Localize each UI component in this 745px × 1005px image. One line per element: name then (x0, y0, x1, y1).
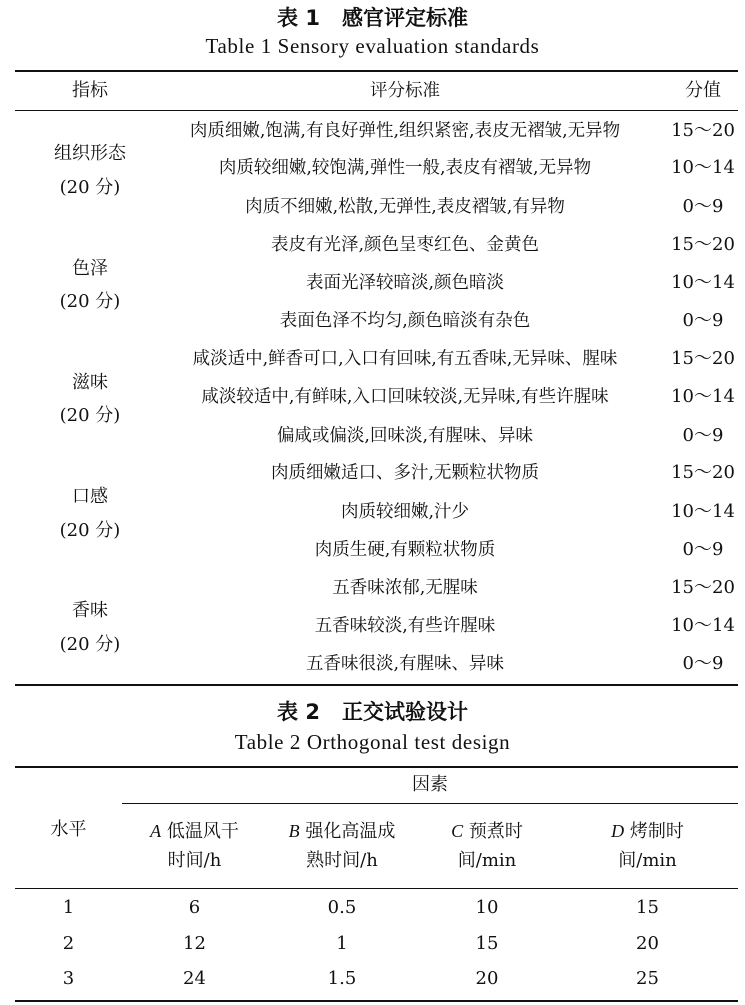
score-cell: 10～14 (671, 157, 735, 178)
criteria-cell: 肉质细嫩适口、多汁,无颗粒状物质 (270, 463, 540, 483)
score-cell: 15～20 (671, 577, 735, 598)
group-points: (20 分) (59, 177, 121, 198)
factor-b-header (267, 816, 417, 847)
table1-bottom-rule (15, 684, 738, 686)
group-name: 口感 (72, 486, 108, 507)
table2-bottom-rule (15, 1000, 738, 1002)
table1-number: 表 1 (277, 6, 320, 30)
criteria-cell: 肉质较细嫩,较饱满,弹性一般,表皮有褶皱,无异物 (218, 158, 592, 178)
table2-title-cn: 正交试验设计 (341, 700, 468, 724)
score-cell: 0～9 (682, 539, 724, 560)
group-points: (20 分) (59, 405, 121, 426)
table1-caption-cn (0, 2, 745, 32)
score-cell: 15～20 (671, 234, 735, 255)
score-cell: 15～20 (671, 120, 735, 141)
value-cell: 25 (636, 968, 659, 989)
group-name: 香味 (72, 600, 108, 621)
value-cell: 6 (188, 897, 201, 918)
group-points: (20 分) (59, 520, 121, 541)
table1-caption-en: Table 1 Sensory evaluation standards (205, 34, 540, 58)
criteria-cell: 偏咸或偏淡,回味淡,有腥味、异味 (276, 426, 534, 446)
factor-name-line1: 强化高温成 (305, 821, 396, 842)
score-cell: 0～9 (682, 653, 724, 674)
score-cell: 10～14 (671, 386, 735, 407)
value-cell: 1 (336, 933, 348, 954)
value-cell: 20 (636, 933, 659, 954)
factor-c-header (417, 816, 557, 847)
score-cell: 0～9 (682, 310, 724, 331)
criteria-cell: 表皮有光泽,颜色呈枣红色、金黄色 (270, 235, 540, 255)
value-cell: 1.5 (327, 968, 357, 989)
score-cell: 10～14 (671, 615, 735, 636)
criteria-cell: 表面光泽较暗淡,颜色暗淡 (305, 273, 505, 293)
group-points: (20 分) (59, 634, 121, 655)
table1-header-indicator: 指标 (72, 80, 108, 101)
score-cell: 10～14 (671, 272, 735, 293)
score-cell: 10～14 (671, 501, 735, 522)
table2-caption-cn (0, 696, 745, 726)
factor-name-line1: 预煮时 (468, 821, 523, 842)
table2-level-header: 水平 (50, 819, 87, 840)
table2-top-rule (15, 766, 738, 768)
table2-factor-header: 因素 (412, 774, 448, 795)
level-cell: 2 (62, 933, 75, 954)
value-cell: 12 (183, 933, 206, 954)
score-cell: 0～9 (682, 196, 724, 217)
factor-letter: D (611, 821, 625, 841)
score-cell: 0～9 (682, 425, 724, 446)
criteria-cell: 肉质细嫩,饱满,有良好弹性,组织紧密,表皮无褶皱,无异物 (189, 121, 621, 141)
table2-number: 表 2 (277, 700, 320, 724)
table1-header-score: 分值 (685, 80, 721, 101)
score-cell: 15～20 (671, 462, 735, 483)
criteria-cell: 肉质较细嫩,汁少 (340, 502, 470, 522)
criteria-cell: 咸淡较适中,有鲜味,入口回味较淡,无异味,有些许腥味 (201, 387, 609, 407)
level-cell: 1 (62, 897, 75, 918)
factor-name-line2: 间/min (618, 850, 677, 871)
criteria-cell: 肉质生硬,有颗粒状物质 (314, 540, 496, 560)
factor-letter: B (288, 821, 300, 841)
table1-header-criteria: 评分标准 (370, 81, 440, 101)
factor-name-line2: 熟时间/h (306, 850, 378, 871)
table2-factor-rule (122, 803, 738, 804)
value-cell: 0.5 (327, 897, 357, 918)
factor-name-line2: 间/min (457, 850, 517, 871)
level-cell: 3 (62, 968, 75, 989)
value-cell: 20 (475, 968, 499, 989)
group-name: 滋味 (72, 372, 108, 393)
value-cell: 10 (475, 897, 499, 918)
table1-title-cn: 感官评定标准 (341, 6, 468, 30)
factor-name-line2: 时间/h (167, 850, 222, 871)
value-cell: 15 (636, 897, 659, 918)
table2-header-rule (15, 888, 738, 889)
table1-header-rule (15, 110, 738, 111)
group-points: (20 分) (59, 291, 121, 312)
table2-caption-en: Table 2 Orthogonal test design (234, 730, 511, 754)
criteria-cell: 五香味很淡,有腥味、异味 (305, 654, 505, 674)
criteria-cell: 五香味较淡,有些许腥味 (314, 616, 496, 636)
score-cell: 15～20 (671, 348, 735, 369)
factor-name-line1: 烤制时 (629, 821, 684, 842)
factor-letter: C (451, 821, 464, 841)
factor-a-header (122, 816, 267, 847)
factor-d-header (557, 816, 738, 847)
factor-name-line1: 低温风干 (166, 821, 239, 842)
table1-top-rule (15, 70, 738, 72)
group-name: 组织形态 (54, 143, 126, 164)
criteria-cell: 表面色泽不均匀,颜色暗淡有杂色 (279, 311, 531, 331)
factor-letter: A (150, 821, 162, 841)
criteria-cell: 肉质不细嫩,松散,无弹性,表皮褶皱,有异物 (245, 197, 565, 217)
value-cell: 15 (475, 933, 499, 954)
value-cell: 24 (183, 968, 206, 989)
group-name: 色泽 (72, 258, 108, 279)
criteria-cell: 咸淡适中,鲜香可口,入口有回味,有五香味,无异味、腥味 (192, 349, 618, 369)
criteria-cell: 五香味浓郁,无腥味 (332, 578, 478, 598)
